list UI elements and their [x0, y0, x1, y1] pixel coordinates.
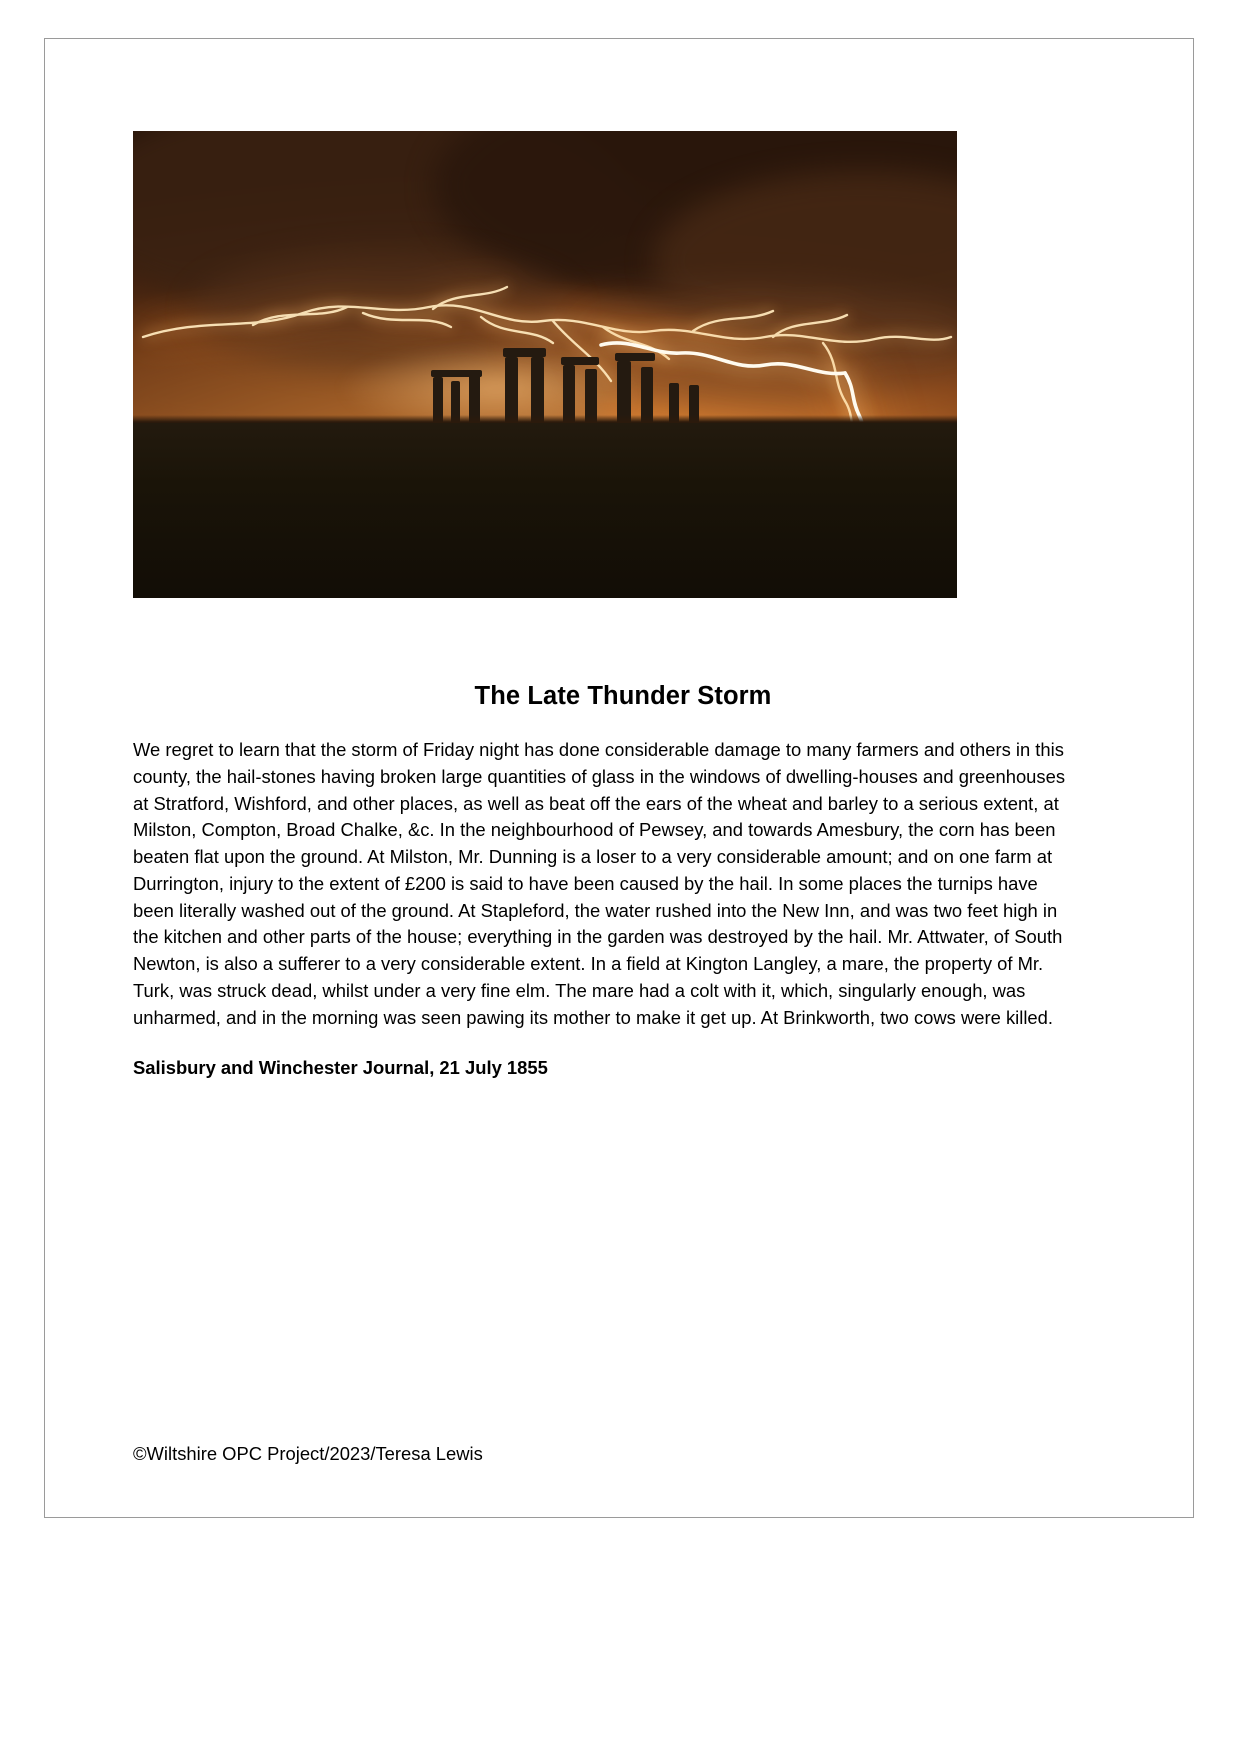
page-border — [44, 38, 1194, 1518]
copyright-footer: ©Wiltshire OPC Project/2023/Teresa Lewis — [133, 1443, 483, 1464]
stone-lintel — [615, 353, 655, 361]
stone-lintel — [431, 370, 482, 377]
page-title: The Late Thunder Storm — [474, 682, 772, 710]
stonehenge-lightning-photo — [133, 131, 957, 598]
article-body: We regret to learn that the storm of Friday night has done considerable damage to many farmers and others in this county, the hail-stones having broken large quantities of glass in the windows of dwelling-houses and greenhouses at Stratford, Wishford, and other places, as well as beat off the ears of the wheat and barley to a serious extent, at Milston, Compton, Broad Chalke, &c. In the neighbourhood of Pewsey, and towards Amesbury, the corn has been beaten flat upon the ground. At Milston, Mr. Dunning is a loser to a very considerable amount; and on one farm at Durrington, injury to the extent of £200 is said to have been caused by the hail. In some places the turnips have been literally washed out of the ground. At Stapleford, the water rushed into the New Inn, and was two feet high in the kitchen and other parts of the house; everything in the garden was destroyed by the hail. Mr. Attwater, of South Newton, is also a sufferer to a very considerable extent. In a field at Kington Langley, a mare, the property of Mr. Turk, was struck dead, whilst under a very fine elm. The mare had a colt with it, which, singularly enough, was unharmed, and in the morning was seen pawing its mother to make it get up. At Brinkworth, two cows were killed. — [133, 739, 1066, 1028]
stone-lintel — [561, 357, 599, 365]
source-citation: Salisbury and Winchester Journal, 21 July 1855 — [133, 1057, 548, 1079]
page-content — [133, 131, 1113, 1079]
stone-lintel — [503, 348, 546, 357]
foreground-field — [133, 423, 957, 598]
